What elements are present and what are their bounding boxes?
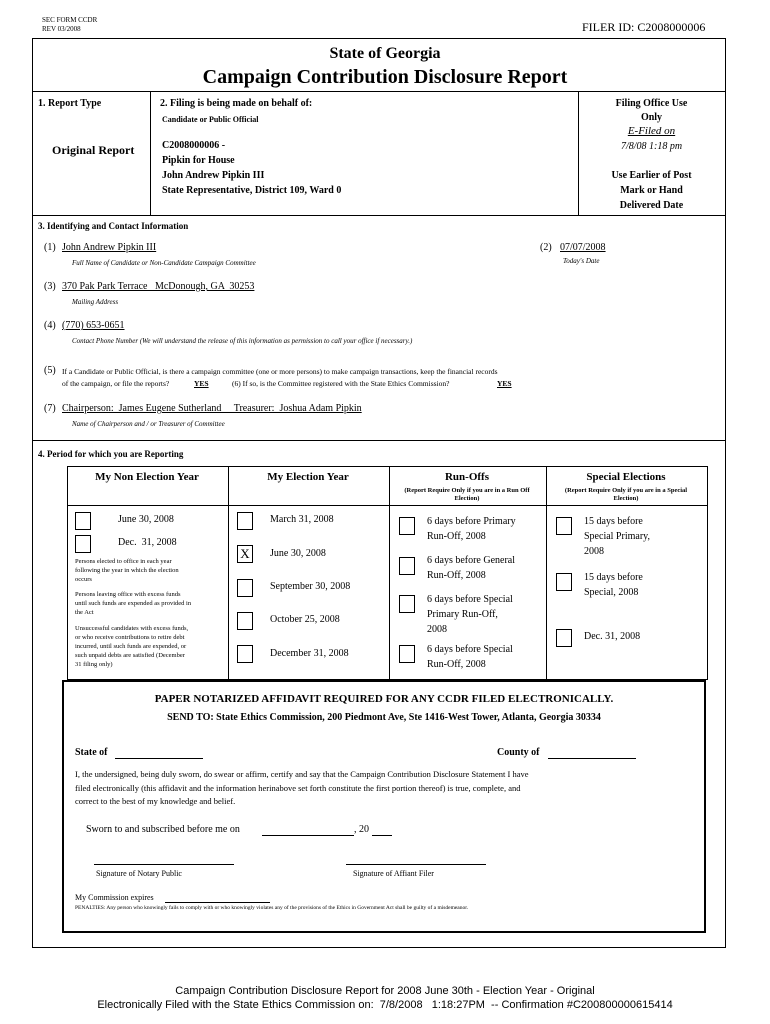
checkbox-non-election-dec31[interactable]: [75, 535, 91, 553]
period-label: Dec. 31, 2008: [118, 537, 177, 548]
chair-treasurer: Chairperson: James Eugene Sutherland Treasurer: Joshua Adam Pipkin: [62, 403, 362, 414]
filing-office-note: Mark or Hand: [620, 185, 683, 196]
section2-subheading: Candidate or Public Official: [162, 115, 259, 124]
affidavit-title: PAPER NOTARIZED AFFIDAVIT REQUIRED FOR ANY CCDR FILED ELECTRONICALLY.: [154, 693, 614, 705]
page-title: Campaign Contribution Disclosure Report: [202, 66, 568, 88]
divider: [32, 440, 725, 441]
state-of-field[interactable]: [115, 758, 203, 759]
notary-signature-label: Signature of Notary Public: [96, 869, 182, 878]
committee-answer: YES: [194, 379, 209, 388]
period-label: June 30, 2008: [118, 514, 174, 525]
checkbox-special[interactable]: [556, 573, 572, 591]
special-subtitle: (Report Require Only if you are in a Special: [564, 487, 688, 494]
registered-answer: YES: [497, 379, 512, 388]
sworn-year-field[interactable]: [372, 835, 392, 836]
state-title: State of Georgia: [329, 45, 441, 62]
non-election-title: My Non Election Year: [95, 471, 199, 483]
checkbox-special-dec31[interactable]: [556, 629, 572, 647]
runoff-label: 6 days before Special Run-Off, 2008: [427, 644, 513, 670]
filing-office-note: Use Earlier of Post: [611, 170, 692, 181]
efiled-datetime: 7/8/08 1:18 pm: [620, 141, 683, 152]
commission-field[interactable]: [165, 902, 270, 903]
period-label: October 25, 2008: [270, 614, 340, 625]
commission-label: My Commission expires: [75, 893, 154, 902]
todays-date: 07/07/2008: [560, 242, 606, 253]
form-code: SEC FORM CCDR: [42, 16, 98, 24]
special-title: Special Elections: [586, 471, 666, 483]
item-number: (3): [44, 281, 56, 292]
section2-heading: 2. Filing is being made on behalf of:: [160, 98, 313, 109]
committee-question-cont: of the campaign, or file the reports?: [62, 379, 170, 388]
filer-line: John Andrew Pipkin III: [162, 170, 265, 181]
divider: [32, 215, 725, 216]
divider: [32, 91, 725, 92]
period-label: June 30, 2008: [270, 548, 326, 559]
notary-signature-line[interactable]: [94, 864, 234, 865]
section3-heading: 3. Identifying and Contact Information: [38, 221, 189, 231]
period-label: December 31, 2008: [270, 648, 349, 659]
phone-number: (770) 653-0651: [62, 320, 125, 331]
sworn-year-label: , 20: [354, 824, 369, 835]
mailing-address: 370 Pak Park Terrace McDonough, GA 30253: [62, 281, 255, 292]
item-number: (5): [44, 365, 56, 376]
filer-line: Pipkin for House: [162, 155, 235, 166]
filer-line: State Representative, District 109, Ward 0: [162, 185, 342, 196]
special-label: Dec. 31, 2008: [584, 631, 641, 642]
item-number: (4): [44, 320, 56, 331]
filing-office-heading: Only: [640, 112, 663, 123]
footer-line: Electronically Filed with the State Ethics Commission on: 7/8/2008 1:18:27PM -- Confirmation #C200800000615414: [97, 999, 673, 1011]
committee-question: If a Candidate or Public Official, is there a campaign committee (one or more persons) to make campaign transactions, keep the financial records: [62, 367, 498, 376]
divider: [67, 505, 707, 506]
county-of-field[interactable]: [548, 758, 636, 759]
checkbox-election-mar31[interactable]: [237, 512, 253, 530]
candidate-name: John Andrew Pipkin III: [62, 242, 157, 253]
non-election-note: Persons elected to office in each year following the year in which the election occurs: [75, 558, 179, 583]
todays-date-caption: Today's Date: [563, 257, 600, 265]
report-type-value: Original Report: [52, 143, 135, 157]
divider: [150, 91, 151, 215]
item-number: (7): [44, 403, 56, 414]
period-label: September 30, 2008: [270, 581, 351, 592]
filing-office-heading: Filing Office Use: [615, 98, 688, 109]
checkbox-election-oct25[interactable]: [237, 612, 253, 630]
sworn-date-field[interactable]: [262, 835, 354, 836]
item-number: (2): [540, 242, 552, 253]
state-of-label: State of: [75, 747, 108, 758]
mailing-address-caption: Mailing Address: [72, 298, 119, 306]
affiant-signature-line[interactable]: [346, 864, 486, 865]
special-label: 15 days before Special Primary, 2008: [584, 516, 651, 557]
form-revision: REV 03/2008: [42, 25, 81, 33]
registered-question: (6) If so, is the Committee registered with the State Ethics Commission?: [232, 379, 450, 388]
non-election-note: Unsuccessful candidates with excess funds, or who receive contributions to retire debt incurred, until such funds are expended, or such unpaid debts are satisfied (December 31 filing only): [75, 625, 189, 668]
divider: [578, 91, 579, 215]
footer-line: Campaign Contribution Disclosure Report for 2008 June 30th - Election Year - Original: [175, 985, 595, 997]
runoff-label: 6 days before General Run-Off, 2008: [427, 555, 516, 581]
special-label: 15 days before Special, 2008: [584, 572, 643, 598]
affidavit-send-to: SEND TO: State Ethics Commission, 200 Piedmont Ave, Ste 1416-West Tower, Atlanta, Georgia 30334: [167, 712, 601, 723]
item-number: (1): [44, 242, 56, 253]
election-title: My Election Year: [267, 471, 349, 483]
non-election-note: Persons leaving office with excess funds until such funds are expended as provided in the Act: [75, 591, 192, 616]
checkbox-runoff-special[interactable]: [399, 645, 415, 663]
county-of-label: County of: [497, 747, 540, 758]
runoff-subtitle: (Report Require Only if you are in a Run Off: [404, 487, 530, 494]
runoff-subtitle: Election): [454, 495, 480, 502]
checkbox-election-jun30[interactable]: X: [237, 545, 253, 563]
special-subtitle: Election): [613, 495, 639, 502]
checkbox-runoff-primary[interactable]: [399, 517, 415, 535]
candidate-name-caption: Full Name of Candidate or Non-Candidate Campaign Committee: [72, 259, 256, 267]
checkbox-special-primary[interactable]: [556, 517, 572, 535]
phone-caption: Contact Phone Number (We will understand the release of this information as permission to call your office if necessary.): [72, 337, 413, 345]
efiled-label: E-Filed on: [627, 125, 676, 137]
runoff-label: 6 days before Special Primary Run-Off, 2008: [427, 594, 513, 635]
affiant-signature-label: Signature of Affiant Filer: [353, 869, 434, 878]
filer-id: FILER ID: C2008000006: [582, 20, 706, 34]
checkbox-election-dec31[interactable]: [237, 645, 253, 663]
checkbox-non-election-jun30[interactable]: [75, 512, 91, 530]
sworn-label: Sworn to and subscribed before me on: [86, 824, 240, 835]
period-label: March 31, 2008: [270, 514, 334, 525]
checkbox-runoff-general[interactable]: [399, 557, 415, 575]
section1-heading: 1. Report Type: [38, 98, 102, 109]
penalties-text: PENALTIES: Any person who knowingly fails to comply with or who knowingly violates any of the provisions of the Ethics in Government Act shall be guilty of a misdemeanor.: [75, 905, 469, 911]
section4-heading: 4. Period for which you are Reporting: [38, 449, 184, 459]
runoff-label: 6 days before Primary Run-Off, 2008: [427, 516, 516, 542]
filer-line: C2008000006 -: [162, 140, 226, 151]
runoff-title: Run-Offs: [444, 471, 489, 483]
checkbox-runoff-special-primary[interactable]: [399, 595, 415, 613]
affidavit-body: I, the undersigned, being duly sworn, do swear or affirm, certify and say that the Campaign Contribution Disclosure Statement I have filed electronically (this affidavit and the information herinabove set forth constitute the first portion thereof) is true, complete, and correct to the best of my knowledge and belief.: [75, 769, 529, 806]
checkbox-election-sep30[interactable]: [237, 579, 253, 597]
filing-office-note: Delivered Date: [619, 200, 684, 211]
chair-treasurer-caption: Name of Chairperson and / or Treasurer of Committee: [72, 420, 225, 428]
